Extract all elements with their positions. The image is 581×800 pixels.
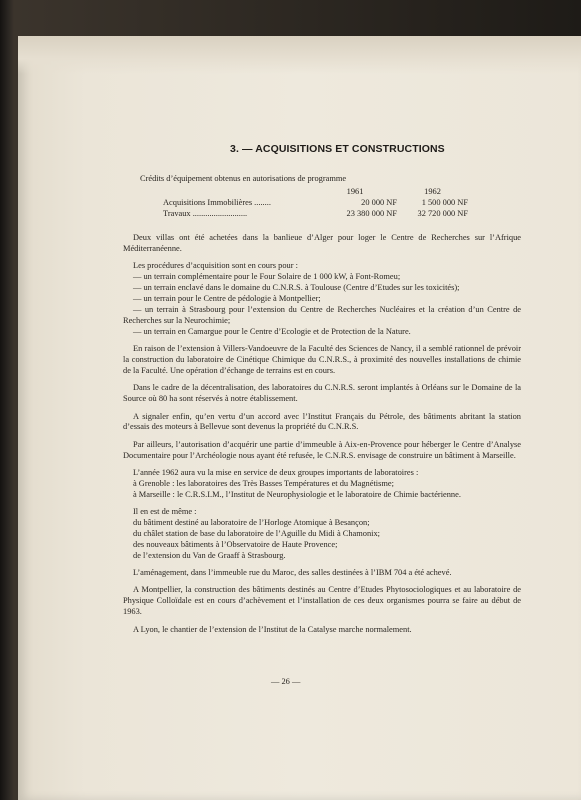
paragraph <box>123 233 521 255</box>
list-item: — un terrain en Camargue pour le Centre d’Ecologie et de Protection de la Nature. <box>133 326 411 336</box>
section-title: 3. — ACQUISITIONS ET CONSTRUCTIONS <box>230 143 445 155</box>
row-label: Travaux .......................... <box>163 209 248 218</box>
row-value-1962: 1 500 000 NF <box>421 198 468 207</box>
paragraph-line: L’année 1962 aura vu la mise en service de deux groupes importants de laboratoires : <box>133 467 419 477</box>
paragraph-line: A Montpellier, la construction des bâtiments destinés au Centre d’Etudes Phytosociologiques et au laboratoire de Physique Colloïdale est en cours d’achèvement et l’installation de ces deux organismes pourra se faire au début de 1963. <box>123 585 521 617</box>
list-item: du châlet station de base du laboratoire de l’Aguille du Midi à Chamonix; <box>133 529 381 538</box>
list-item: des nouveaux bâtiments à l’Observatoire de Haute Provence; <box>133 539 338 549</box>
list-item: — un terrain enclavé dans le domaine du C.N.R.S. à Toulouse (Centre d’Etudes sur les toxicités); <box>133 283 460 293</box>
sheet-shadow-strip <box>18 36 581 74</box>
list-item: à Grenoble : les laboratoires des Très Basses Températures et du Magnétisme; <box>133 478 394 488</box>
paragraph-line: Dans le cadre de la décentralisation, des laboratoires du C.N.R.S. seront implantés à Orléans sur le Domaine de la Source où 80 ha sont réservés à notre établissement. <box>123 383 521 404</box>
row-value-1961: 20 000 NF <box>361 198 397 207</box>
row-value-1962: 32 720 000 NF <box>417 209 468 218</box>
paragraph <box>123 468 521 501</box>
paragraph <box>123 585 521 618</box>
paragraph-line: Deux villas ont été achetées dans la banlieue d’Alger pour loger le Centre de Recherches sur l’Afrique Méditerranéenne. <box>123 233 521 253</box>
paragraph <box>123 625 521 636</box>
header-1962: 1962 <box>424 187 441 196</box>
credits-table <box>163 186 468 219</box>
paragraph <box>123 507 521 562</box>
list-item: du bâtiment destiné au laboratoire de l’Horloge Atomique à Besançon; <box>133 518 370 528</box>
paragraph <box>123 383 521 405</box>
paragraph <box>123 261 521 338</box>
paragraph-line: A Lyon, le chantier de l’extension de l’Institut de la Catalyse marche normalement. <box>133 624 412 634</box>
paragraph <box>123 344 521 377</box>
paragraph-line: Il en est de même : <box>133 507 197 517</box>
paragraph <box>123 412 521 434</box>
list-item: — un terrain à Strasbourg pour l’extension du Centre de Recherches Nucléaires et la création d’un Centre de Recherches sur la Neurochimie; <box>123 305 521 325</box>
paragraph-line: L’aménagement, dans l’immeuble rue du Maroc, des salles destinées à l’IBM 704 a été achevé. <box>133 568 452 578</box>
paragraph <box>123 440 521 462</box>
table-row <box>163 197 468 208</box>
table-row <box>163 208 468 219</box>
paragraph-line: Les procédures d’acquisition sont en cours pour : <box>133 261 298 271</box>
list-item: à Marseille : le C.R.S.I.M., l’Institut de Neurophysiologie et le laboratoire de Chimie bactérienne. <box>133 489 461 499</box>
header-1961: 1961 <box>346 187 364 196</box>
row-value-1961: 23 380 000 NF <box>346 209 397 218</box>
list-item: — un terrain complémentaire pour le Four Solaire de 1 000 kW, à Font-Romeu; <box>133 272 401 282</box>
list-item: de l’extension du Van de Graaff à Strasbourg. <box>133 550 286 560</box>
paragraph-line: En raison de l’extension à Villers-Vandoeuvre de la Faculté des Sciences de Nancy, il a semblé rationnel de prévoir la construction du laboratoire de Cinétique Chimique du C.N.R.S., à proximité des nouvelles installations de chimie de la Faculté. Une opération d’échange de terrains est en cours. <box>123 344 521 376</box>
paragraph-line: Par ailleurs, l’autorisation d’acquérir une partie d’immeuble à Aix-en-Provence pour héberger le Centre d’Analyse Documentaire pour l’Archéologie nous ayant été refusée, le C.N.R.S. envisage de construire un bâtiment à Marseille. <box>123 439 521 460</box>
body-text <box>123 233 521 642</box>
paragraph-line: A signaler enfin, qu’en vertu d’un accord avec l’Institut Français du Pétrole, des bâtiments abritant la station d’essais des moteurs à Bellevue sont devenus la propriété du C.N.R.S. <box>123 411 521 432</box>
row-label: Acquisitions Immobilières ........ <box>163 198 271 207</box>
table-header-row <box>163 186 468 197</box>
page-number: — 26 — <box>271 677 301 686</box>
list-item: — un terrain pour le Centre de pédologie à Montpellier; <box>133 294 321 304</box>
paragraph <box>123 568 521 579</box>
credits-intro: Crédits d’équipement obtenus en autorisations de programme <box>140 174 347 183</box>
